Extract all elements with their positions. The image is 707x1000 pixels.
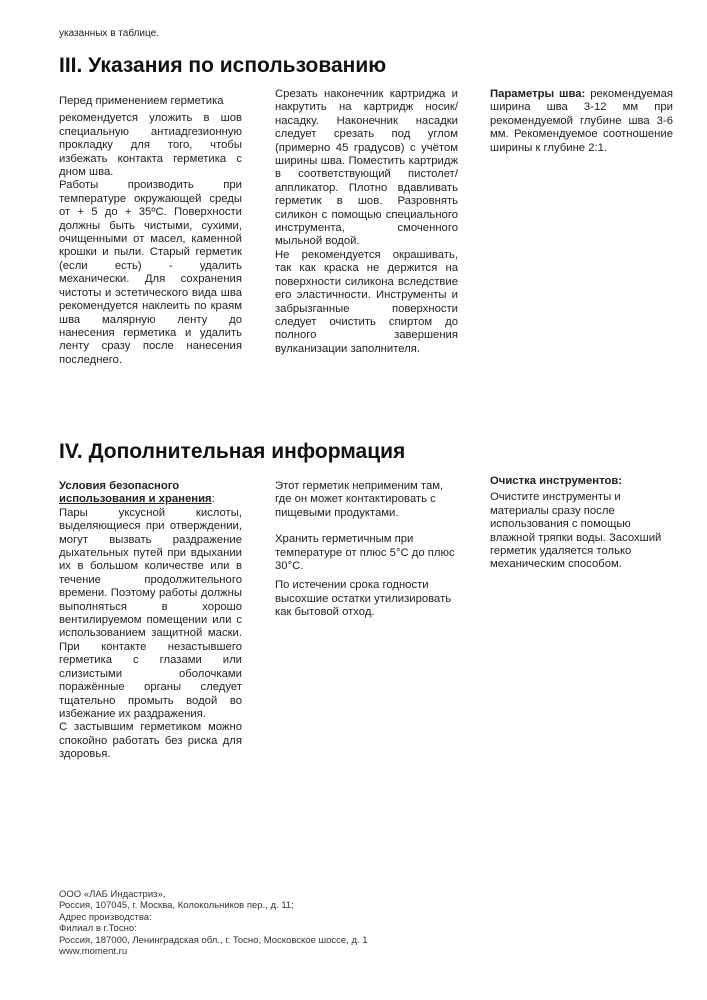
- seam-parameters-text: рекомендуемая ширина шва 3-12 мм при рекомендуемой глубине шва 3-6 мм. Рекомендуемое соотношение ширины к глубине 2:1.: [490, 88, 673, 154]
- safety-heading-line-1: Условия безопасного: [59, 480, 180, 492]
- footer-line: Россия, 107045, г. Москва, Колокольников пер., д. 11;: [59, 900, 294, 912]
- section-3-column-3: [490, 88, 673, 155]
- tool-cleaning-heading: Очистка инструментов:: [490, 475, 623, 487]
- safety-heading: [59, 480, 242, 507]
- section-3-intro: Перед применением герметика: [59, 95, 224, 107]
- section-4-col1-paragraph-2: С застывшим герметиком можно спокойно работать без риска для здоровья.: [59, 721, 242, 761]
- spacer: [275, 520, 458, 533]
- section-3-col1-paragraph-1: рекомендуется уложить в шов специальную антиадгезионную прокладку для того, чтобы избежать контакта герметика с дном шва.: [59, 112, 242, 179]
- section-4-col2-paragraph-2: Хранить герметичным при температуре от плюс 5°С до плюс 30°С.: [275, 533, 455, 573]
- safety-heading-colon: :: [211, 493, 215, 506]
- footer-line: Филиал в г.Тосно:: [59, 923, 137, 935]
- section-3-title: III. Указания по использованию: [59, 54, 387, 77]
- section-3-column-2: [275, 88, 458, 356]
- section-4-column-2: [275, 480, 458, 620]
- section-4-column-3: [490, 475, 673, 572]
- company-footer: [59, 889, 368, 957]
- footer-line: Адрес производства:: [59, 911, 152, 923]
- tool-cleaning-text: Очистите инструменты и материалы сразу после использования с помощью влажной тряпки воды. Засохший герметик удаляется только механическим способом.: [490, 491, 662, 571]
- top-note: указанных в таблице.: [59, 28, 159, 39]
- section-4-col1-paragraph-1: Пары уксусной кислоты, выделяющиеся при отверждении, могут вызвать раздражение дыхательных путей при вдыхании их в большом количестве или в течение продолжительного времени. Поэтому работы должны выполняться в хорошо вентилируемом помещении или с использованием защитной маски. При контакте незастывшего герметика с глазами или слизистыми оболочками поражённые органы следует тщательно промыть водой во избежание их раздражения.: [59, 506, 242, 720]
- seam-parameters: [490, 88, 673, 155]
- section-3-column-1: [59, 95, 242, 367]
- section-4-col2-paragraph-3: По истечении срока годности высохшие остатки утилизировать как бытовой отход.: [275, 579, 452, 619]
- section-4-col2-paragraph-1: Этот герметик неприменим там, где он может контактировать с пищевыми продуктами.: [275, 480, 444, 519]
- section-4-column-1: [59, 480, 242, 762]
- seam-parameters-heading: Параметры шва:: [490, 88, 586, 100]
- footer-website: www.moment.ru: [59, 946, 128, 958]
- section-4-title: IV. Дополнительная информация: [59, 440, 406, 463]
- safety-heading-line-2: использования и хранения: [59, 493, 212, 506]
- section-3-col2-paragraph-2: Не рекомендуется окрашивать, так как краска не держится на поверхности силикона вследствие его эластичности. Инструменты и забрызганные поверхности следует очистить спиртом до полного завершения вулканизации заполнителя.: [275, 248, 458, 355]
- section-3-col2-paragraph-1: Срезать наконечник картриджа и накрутить на картридж носик/насадку. Наконечник насадки следует срезать под углом (примерно 45 градусов) с учётом ширины шва. Поместить картридж в соответствующий пистолет/аппликатор. Плотно вдавливать герметик в шов. Разровнять силикон с помощью специального инструмента, смоченного мыльной водой.: [275, 88, 458, 248]
- footer-line: ООО «ЛАБ Индастриз»,: [59, 889, 166, 900]
- footer-line: Россия, 187000, Ленинградская обл., г. Тосно, Московское шоссе, д. 1: [59, 934, 368, 946]
- section-3-col1-paragraph-2: Работы производить при температуре окружающей среды от + 5 до + 35ºС. Поверхности должны быть чистыми, сухими, очищенными от масел, каменной крошки и пыли. Старый герметик (если есть) - удалить механически. Для сохранения чистоты и эстетического вида шва рекомендуется наклеить по краям шва малярную ленту до нанесения герметика и удалить ленту сразу после нанесения последнего.: [59, 179, 242, 366]
